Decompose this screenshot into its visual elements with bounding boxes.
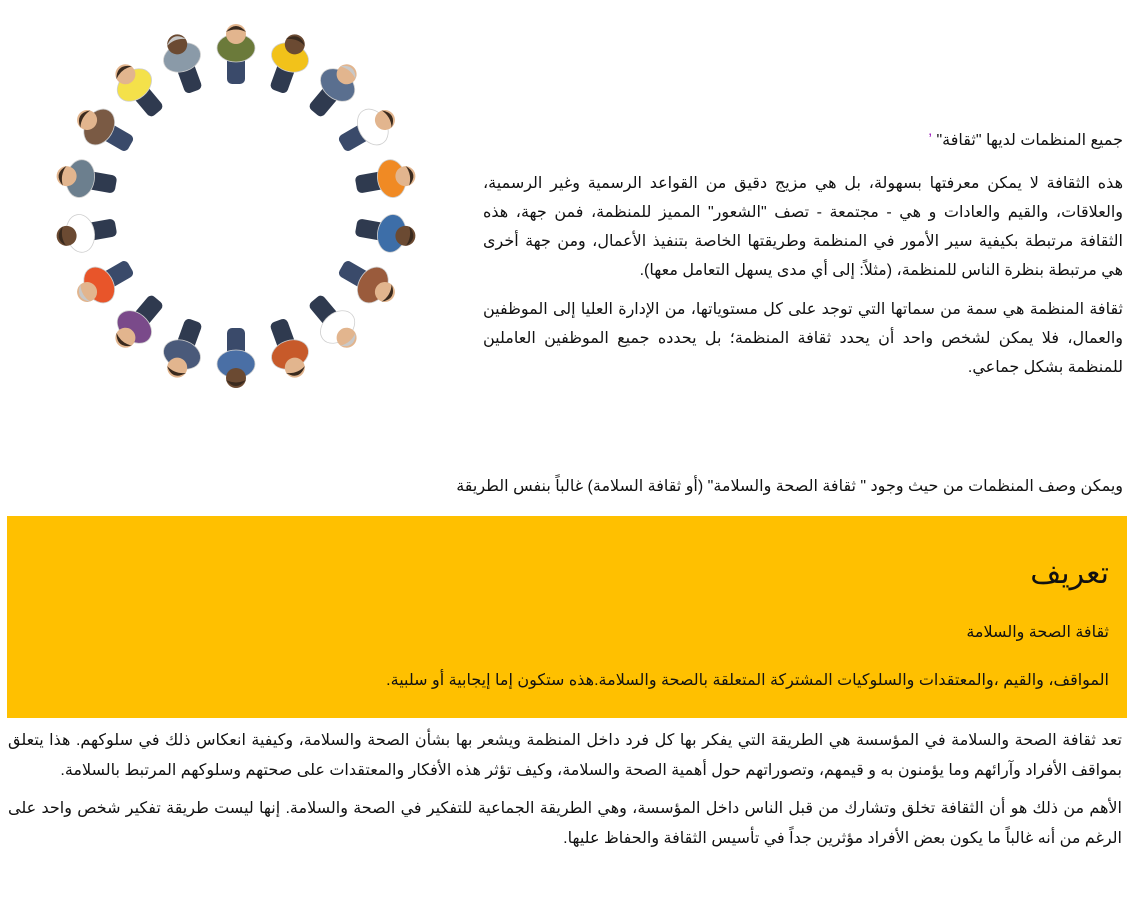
person-figure — [260, 28, 316, 97]
intro-heading-mark: ʼ — [928, 132, 933, 149]
person-figure — [53, 156, 119, 204]
person-figure — [217, 328, 255, 388]
person-figure — [217, 24, 255, 84]
intro-section — [483, 126, 1123, 392]
person-figure — [353, 156, 419, 204]
person-figure — [156, 28, 212, 97]
intro-heading — [483, 126, 1123, 155]
bottom-section — [8, 726, 1122, 862]
person-figure — [332, 251, 403, 314]
intro-paragraph-1: هذه الثقافة لا يمكن معرفتها بسهولة، بل هي مزيج دقيق من القواعد الرسمية وغير الرسمية، والعلاقات، والقيم والعادات و هي - مجتمعة - تصف "الشعور" المميز للمنظمة، فمن جهة، هذه الثقافة مرتبطة بكيفية سير الأمور في المنظمة وطريقتها الخاصة بتنفيذ الأعمال، ومن جهة أخرى هي مرتبطة بنظرة الناس للمنظمة، (مثلاً: إلى أي مدى يسهل التعامل معها). — [483, 175, 1123, 279]
person-figure — [300, 54, 368, 124]
people-circle-photo — [30, 6, 442, 396]
definition-box — [7, 516, 1127, 718]
safety-culture-line: ويمكن وصف المنظمات من حيث وجود " ثقافة الصحة والسلامة" (أو ثقافة السلامة) غالباً بنفس الطريقة — [456, 478, 1123, 495]
person-figure — [104, 54, 172, 124]
person-figure — [104, 287, 172, 357]
person-figure — [260, 314, 316, 383]
person-figure — [300, 287, 368, 357]
person-figure — [69, 251, 140, 314]
definition-title: تعريف — [1030, 556, 1109, 591]
bottom-paragraph-1: تعد ثقافة الصحة والسلامة في المؤسسة هي الطريقة التي يفكر بها كل فرد داخل المنظمة ويشعر بها بشأن الصحة والسلامة، وكيفية انعكاس ذلك في سلوكهم. هذا يتعلق بمواقف الأفراد وآرائهم وما يؤمنون به و قيمهم، وتصوراتهم حول أهمية الصحة والسلامة، وكيف تؤثر هذه الأفكار والمعتقدات على صحتهم وسلوكهم المرتبط بالسلامة. — [8, 732, 1123, 779]
person-figure — [53, 208, 119, 256]
intro-paragraph-2: ثقافة المنظمة هي سمة من سماتها التي توجد على كل مستوياتها، من الإدارة العليا إلى الموظفين والعمال، فلا يمكن لشخص واحد أن يحدد ثقافة المنظمة؛ بل يحدده جميع الموظفين العاملين للمنظمة بشكل جماعي. — [483, 301, 1123, 376]
intro-heading-text: جميع المنظمات لديها "ثقافة" — [936, 132, 1123, 149]
definition-term: ثقافة الصحة والسلامة — [966, 624, 1109, 641]
definition-text: المواقف، والقيم ،والمعتقدات والسلوكيات المشتركة المتعلقة بالصحة والسلامة.هذه ستكون إما إيجابية أو سلبية. — [386, 672, 1109, 689]
person-figure — [156, 314, 212, 383]
person-figure — [332, 99, 403, 162]
person-figure — [353, 208, 419, 256]
bottom-paragraph-2: الأهم من ذلك هو أن الثقافة تخلق وتشارك من قبل الناس داخل المؤسسة، وهي الطريقة الجماعية للتفكير في الصحة والسلامة. إنها ليست طريقة تفكير شخص واحد على الرغم من أنه غالباً ما يكون بعض الأفراد مؤثرين جداً في تأسيس الثقافة والحفاظ عليها. — [8, 800, 1122, 847]
person-figure — [69, 99, 140, 162]
